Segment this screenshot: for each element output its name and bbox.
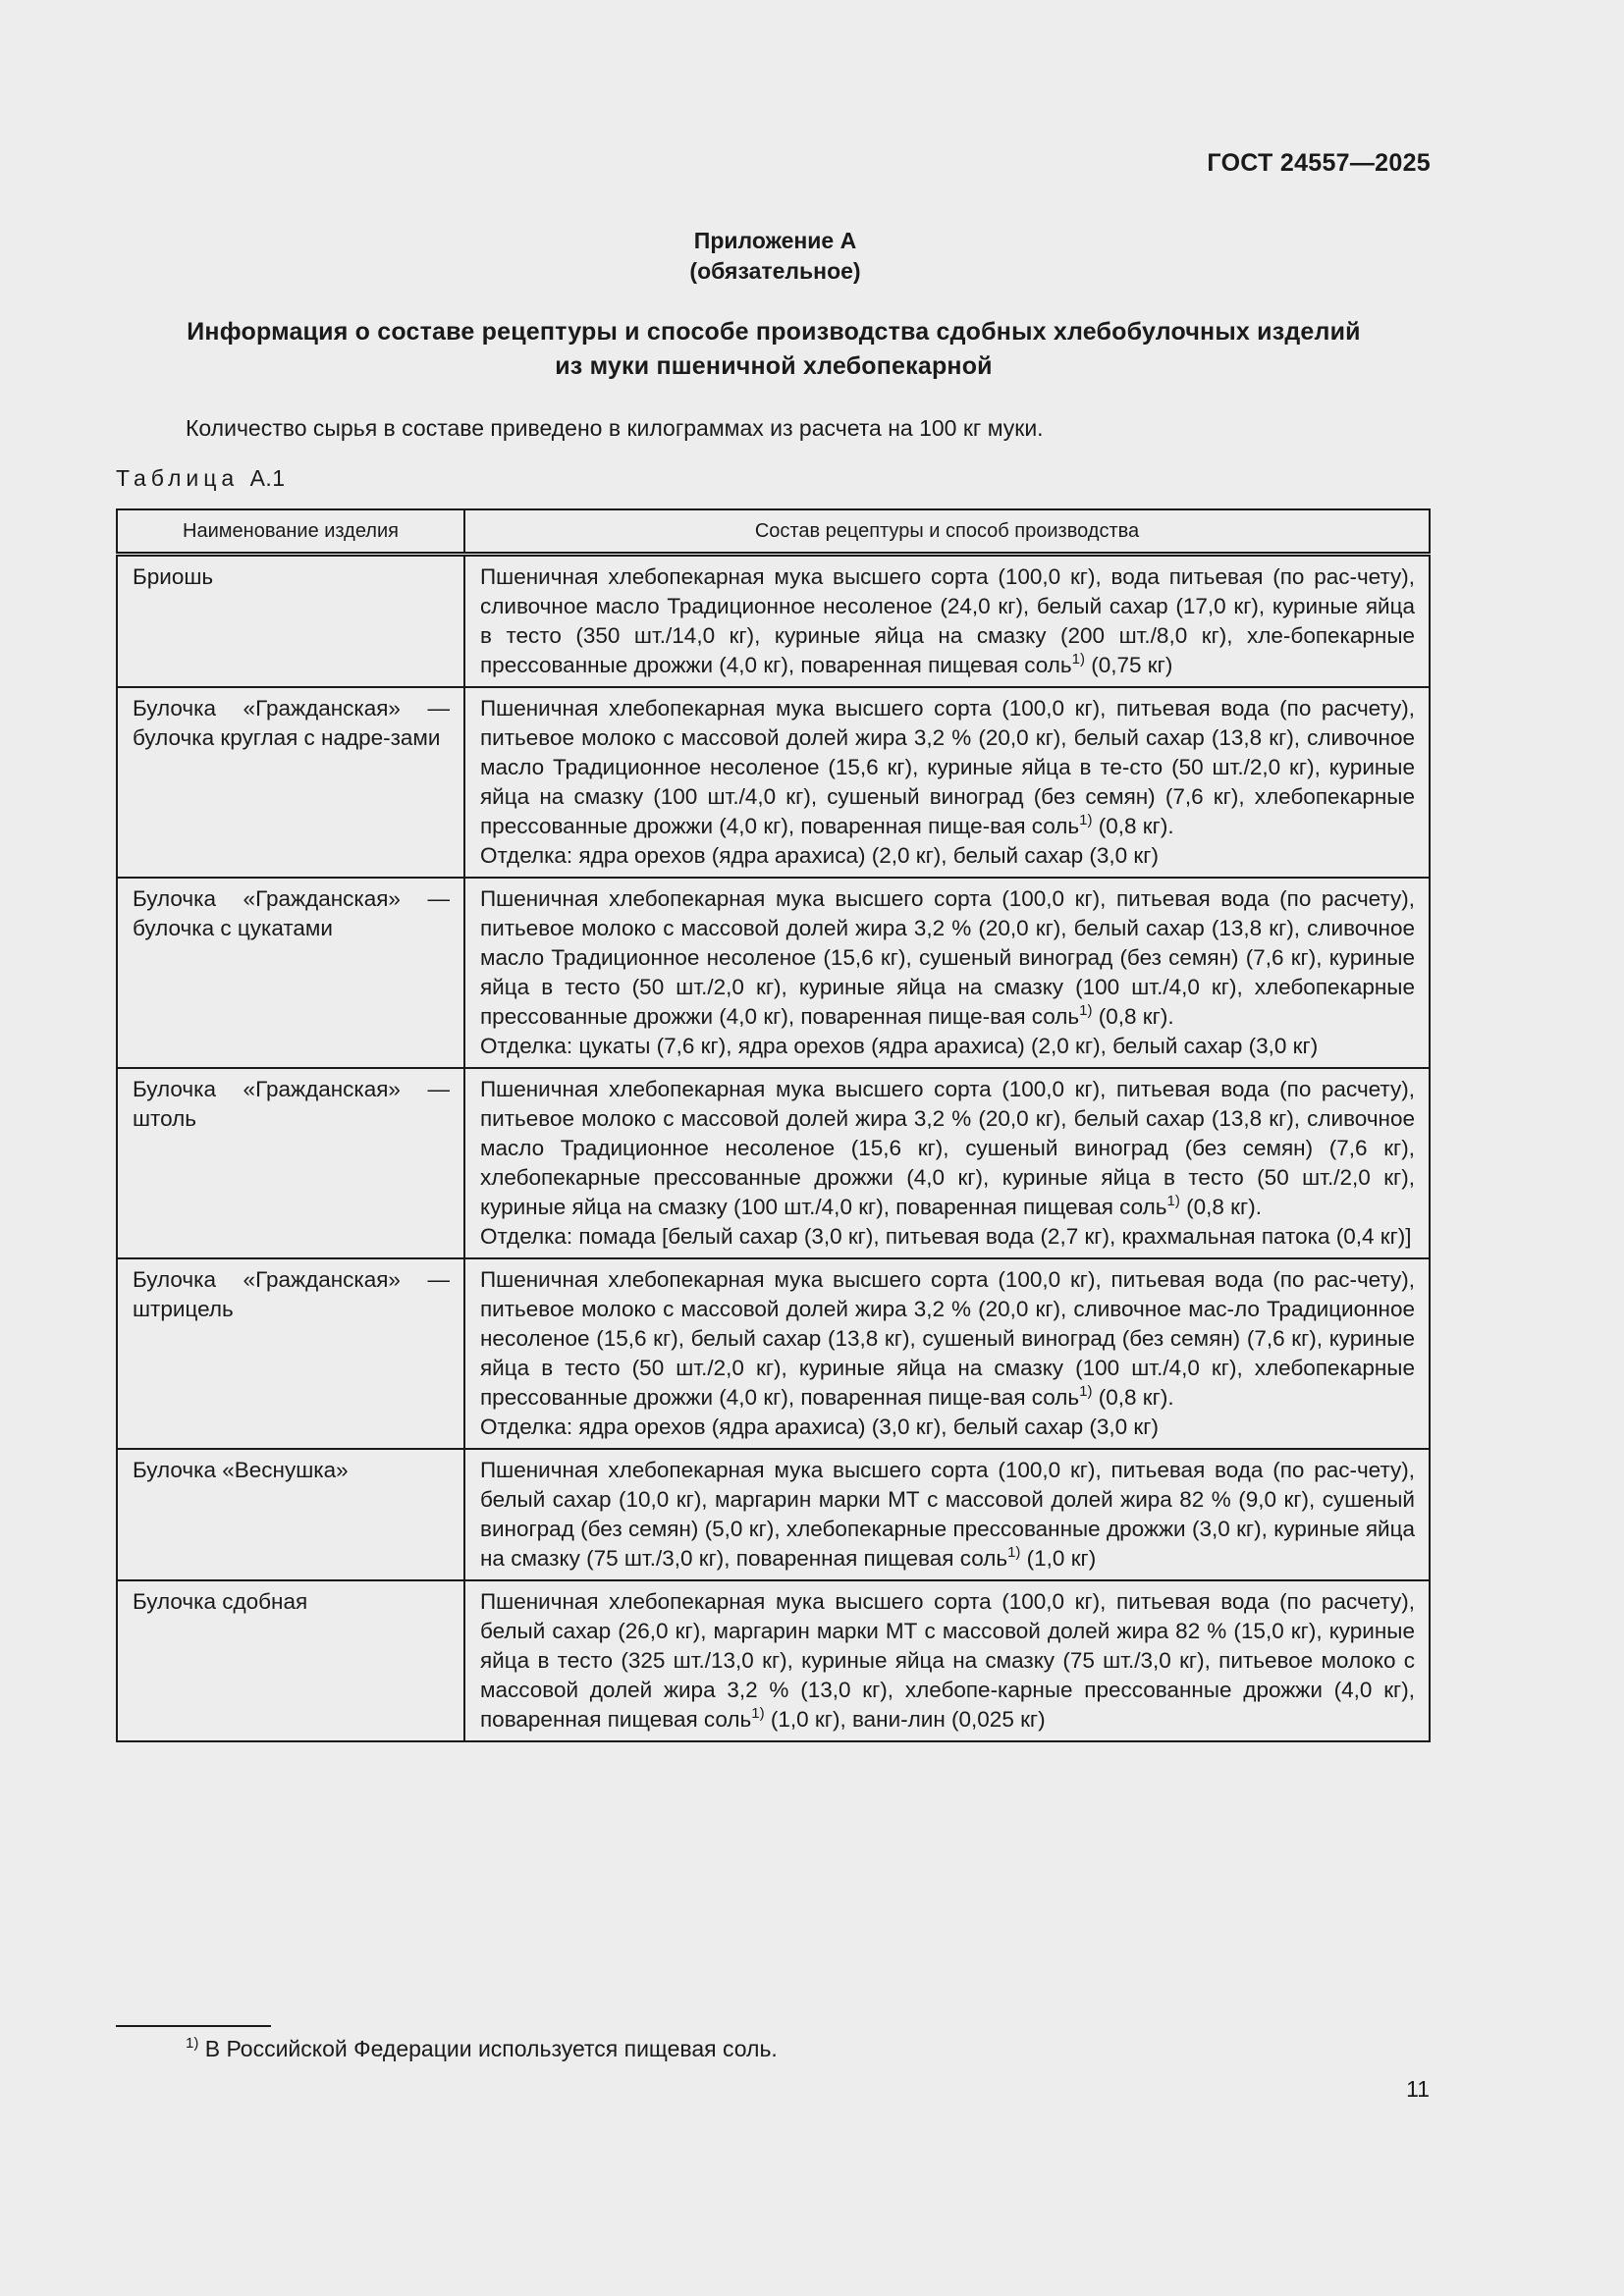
document-title-line-1: Информация о составе рецептуры и способе производства сдобных хлебобулочных изделий [187,318,1361,346]
document-title [116,315,1432,384]
composition-ingredients: Пшеничная хлебопекарная мука высшего сорта (100,0 кг), питьевая вода (по расчету), питьевое молоко с массовой долей жира 3,2 % (20,0 кг), белый сахар (13,8 кг), сливочное масло Традиционное несоленое (15,6 кг), куриные яйца в те-сто (50 шт./2,0 кг), куриные яйца на смазку (100 шт./4,0 кг), сушеный виноград (без семян) (7,6 кг), хлебопекарные прессованные дрожжи (4,0 кг), поваренная пище-вая соль [480,696,1415,838]
column-header-name: Наименование изделия [117,509,464,555]
footnote-reference: 1) [1079,812,1093,828]
column-header-composition: Состав рецептуры и способ производства [464,509,1430,555]
document-title-line-2: из муки пшеничной хлебопекарной [555,352,993,380]
finishing-text: Отделка: помада [белый сахар (3,0 кг), питьевая вода (2,7 кг), крахмальная патока (0,4 кг)] [480,1224,1412,1249]
finishing-text: Отделка: ядра орехов (ядра арахиса) (3,0 кг), белый сахар (3,0 кг) [480,1415,1159,1439]
finishing-text: Отделка: цукаты (7,6 кг), ядра орехов (ядра арахиса) (2,0 кг), белый сахар (3,0 кг) [480,1034,1319,1058]
recipe-table [116,508,1431,1742]
table-row [117,1580,1430,1741]
product-name-cell: Булочка сдобная [117,1580,464,1741]
table-caption [116,465,286,492]
footnote-reference: 1) [1079,1383,1093,1400]
composition-salt-amount: (0,8 кг). [1092,1385,1174,1410]
page-number: 11 [1406,2076,1430,2102]
table-row [117,687,1430,878]
table-row [117,878,1430,1068]
product-name-cell: Булочка «Гражданская» — штрицель [117,1258,464,1449]
composition-salt-amount: (0,8 кг). [1092,814,1174,838]
composition-salt-amount: (0,8 кг). [1092,1004,1174,1029]
composition-text [480,694,1415,841]
footnote-reference: 1) [1071,651,1085,667]
table-row [117,555,1430,688]
composition-ingredients: Пшеничная хлебопекарная мука высшего сорта (100,0 кг), вода питьевая (по рас-чету), сливочное масло Традиционное несоленое (24,0 кг), белый сахар (17,0 кг), куриные яйца в тесто (350 шт./14,0 кг), куриные яйца на смазку (200 шт./8,0 кг), хле-бопекарные прессованные дрожжи (4,0 кг), поваренная пищевая соль [480,564,1415,677]
footnote-text: В Российской Федерации используется пищевая соль. [198,2036,778,2061]
standard-code: ГОСТ 24557—2025 [1207,149,1431,177]
product-name-cell: Булочка «Веснушка» [117,1449,464,1580]
footnote-reference: 1) [1007,1544,1021,1561]
composition-cell [464,1068,1430,1258]
table-row [117,1068,1430,1258]
composition-text [480,1456,1415,1574]
footnote [186,2034,778,2063]
composition-cell [464,1580,1430,1741]
composition-text [480,1265,1415,1413]
composition-text [480,562,1415,680]
footnote-reference: 1) [1079,1002,1093,1019]
product-name-cell: Булочка «Гражданская» — штоль [117,1068,464,1258]
composition-cell [464,555,1430,688]
composition-ingredients: Пшеничная хлебопекарная мука высшего сорта (100,0 кг), питьевая вода (по расчету), питьевое молоко с массовой долей жира 3,2 % (20,0 кг), белый сахар (13,8 кг), сливочное масло Традиционное несоленое (15,6 кг), сушеный виноград (без семян) (7,6 кг), хлебопекарные прессованные дрожжи (4,0 кг), куриные яйца в тесто (50 шт./2,0 кг), куриные яйца на смазку (100 шт./4,0 кг), поваренная пищевая соль [480,1077,1415,1219]
footnote-mark: 1) [186,2035,199,2052]
composition-ingredients: Пшеничная хлебопекарная мука высшего сорта (100,0 кг), питьевая вода (по рас-чету), питьевое молоко с массовой долей жира 3,2 % (20,0 кг), сливочное мас-ло Традиционное несоленое (15,6 кг), белый сахар (13,8 кг), сушеный виноград (без семян) (7,6 кг), куриные яйца в тесто (50 шт./2,0 кг), куриные яйца на смазку (100 шт./4,0 кг), хлебопекарные прессованные дрожжи (4,0 кг), поваренная пище-вая соль [480,1267,1415,1410]
table-caption-word: Таблица [116,465,240,491]
product-name-cell: Булочка «Гражданская» — булочка круглая с надре-зами [117,687,464,878]
composition-salt-amount: (1,0 кг), вани-лин (0,025 кг) [764,1707,1046,1732]
table-caption-number: А.1 [249,465,286,491]
composition-text [480,884,1415,1032]
appendix-heading [0,226,1550,287]
composition-cell [464,1449,1430,1580]
appendix-status: (обязательное) [689,258,861,284]
composition-salt-amount: (0,75 кг) [1085,653,1173,677]
table-body [117,555,1430,1742]
composition-cell [464,687,1430,878]
appendix-title: Приложение А [693,228,857,253]
finishing-text: Отделка: ядра орехов (ядра арахиса) (2,0 кг), белый сахар (3,0 кг) [480,843,1159,868]
composition-ingredients: Пшеничная хлебопекарная мука высшего сорта (100,0 кг), питьевая вода (по рас-чету), белый сахар (10,0 кг), маргарин марки МТ с массовой долей жира 82 % (9,0 кг), сушеный виноград (без семян) (5,0 кг), хлебопекарные прессованные дрожжи (3,0 кг), куриные яйца на смазку (75 шт./3,0 кг), поваренная пищевая соль [480,1458,1415,1571]
composition-ingredients: Пшеничная хлебопекарная мука высшего сорта (100,0 кг), питьевая вода (по расчету), белый сахар (26,0 кг), маргарин марки МТ с массовой долей жира 82 % (15,0 кг), куриные яйца в тесто (325 шт./13,0 кг), куриные яйца на смазку (75 шт./3,0 кг), питьевое молоко с массовой долей жира 3,2 % (13,0 кг), хлебопе-карные прессованные дрожжи (4,0 кг), поваренная пищевая соль [480,1589,1415,1732]
product-name-cell: Булочка «Гражданская» — булочка с цукатами [117,878,464,1068]
composition-cell [464,1258,1430,1449]
composition-text [480,1075,1415,1222]
composition-ingredients: Пшеничная хлебопекарная мука высшего сорта (100,0 кг), питьевая вода (по расчету), питьевое молоко с массовой долей жира 3,2 % (20,0 кг), белый сахар (13,8 кг), сливочное масло Традиционное несоленое (15,6 кг), сушеный виноград (без семян) (7,6 кг), куриные яйца в тесто (50 шт./2,0 кг), куриные яйца на смазку (100 шт./4,0 кг), хлебопекарные прессованные дрожжи (4,0 кг), поваренная пище-вая соль [480,886,1415,1029]
intro-paragraph: Количество сырья в составе приведено в килограммах из расчета на 100 кг муки. [186,415,1044,441]
footnote-divider [116,2025,271,2027]
footnote-reference: 1) [751,1705,765,1722]
table-header-row [117,509,1430,555]
composition-salt-amount: (0,8 кг). [1179,1195,1262,1219]
composition-text [480,1587,1415,1735]
table-row [117,1258,1430,1449]
table-row [117,1449,1430,1580]
footnote-reference: 1) [1166,1193,1180,1209]
product-name-cell: Бриошь [117,555,464,688]
composition-salt-amount: (1,0 кг) [1020,1546,1097,1571]
composition-cell [464,878,1430,1068]
